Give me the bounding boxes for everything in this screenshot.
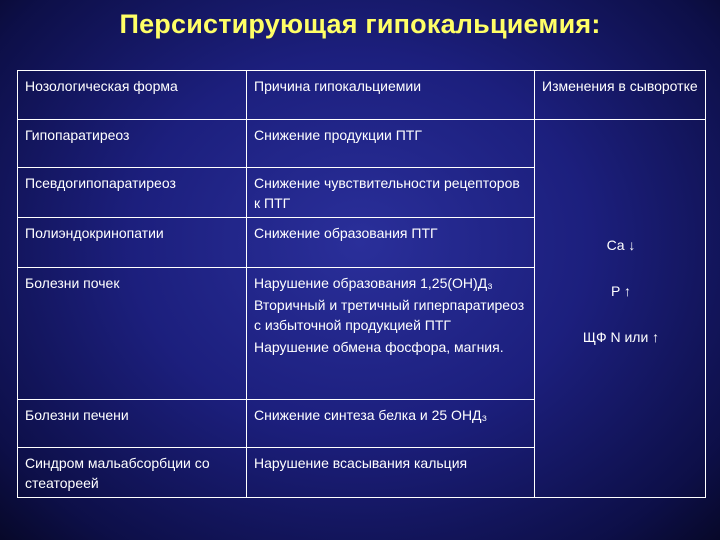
table-header-row [18, 71, 706, 120]
cause-line: Вторичный и третичный гиперпаратиреоз с избыточной продукцией ПТГ [254, 297, 525, 333]
slide-title: Персистирующая гипокальциемия: [119, 9, 601, 39]
cause-cell: Снижение синтеза белка и 25 ОНД₃ [247, 400, 535, 448]
form-cell: Болезни почек [18, 268, 247, 400]
form-cell: Синдром мальабсорбции со стеатореей [18, 448, 247, 498]
cause-cell: Нарушение всасывания кальция [247, 448, 535, 498]
serum-phosphorus: P ↑ [611, 283, 631, 299]
cause-cell: Снижение продукции ПТГ [247, 120, 535, 168]
cause-cell [247, 268, 535, 400]
form-cell: Гипопаратиреоз [18, 120, 247, 168]
header-serum: Изменения в сыворотке [535, 71, 706, 120]
cause-cell: Снижение чувствительности рецепторов к ПТГ [247, 168, 535, 218]
cause-line: Нарушение образования 1,25(ОН)Д₃ [254, 275, 493, 291]
serum-calcium: Ca ↓ [606, 237, 636, 253]
header-form: Нозологическая форма [18, 71, 247, 120]
table-row [18, 120, 706, 168]
form-cell: Полиэндокринопатии [18, 218, 247, 268]
hypocalcemia-table [17, 70, 706, 498]
cause-cell: Снижение образования ПТГ [247, 218, 535, 268]
header-cause: Причина гипокальциемии [247, 71, 535, 120]
form-cell: Псевдогипопаратиреоз [18, 168, 247, 218]
form-cell: Болезни печени [18, 400, 247, 448]
cause-line: Нарушение обмена фосфора, магния. [254, 339, 504, 355]
serum-alkaline-phosphatase: ЩФ N или ↑ [582, 329, 660, 345]
serum-changes-cell [535, 120, 706, 498]
